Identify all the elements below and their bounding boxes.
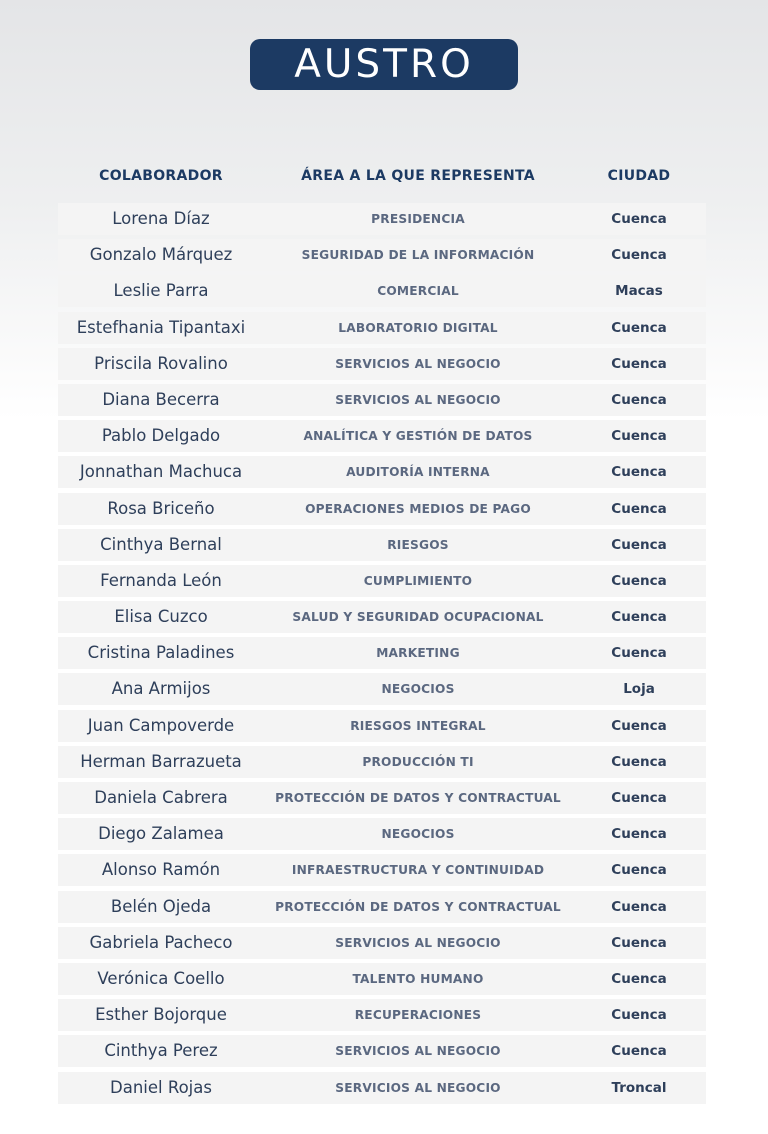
column-header-collaborator: COLABORADOR (99, 168, 223, 184)
area-name: SALUD Y SEGURIDAD OCUPACIONAL (292, 610, 544, 625)
collaborator-name: Alonso Ramón (101, 860, 221, 880)
area-name: RIESGOS (387, 537, 449, 552)
collaborator-name: Priscila Rovalino (94, 353, 228, 373)
area-name: COMERCIAL (377, 284, 459, 299)
collaborator-name: Esther Bojorque (95, 1005, 227, 1025)
city-name: Cuenca (611, 753, 667, 770)
city-name: Cuenca (611, 717, 667, 734)
area-name: SEGURIDAD DE LA INFORMACIÓN (301, 248, 535, 263)
table-row (58, 275, 706, 307)
collaborator-name: Cinthya Perez (104, 1041, 218, 1061)
table-row (58, 927, 706, 959)
city-name: Cuenca (611, 790, 667, 806)
city-name: Cuenca (611, 428, 667, 445)
area-name: INFRAESTRUCTURA Y CONTINUIDAD (291, 863, 545, 878)
city-name: Cuenca (611, 1043, 667, 1060)
city-name: Macas (615, 283, 663, 300)
collaborator-name: Leslie Parra (113, 281, 209, 301)
city-name: Cuenca (611, 934, 667, 951)
collaborator-name: Elisa Cuzco (114, 607, 208, 627)
city-name: Cuenca (611, 826, 667, 843)
city-name: Cuenca (611, 536, 667, 553)
city-name: Cuenca (611, 391, 667, 408)
area-name: RECUPERACIONES (354, 1008, 482, 1023)
table-row (58, 1035, 706, 1067)
table-row (58, 746, 706, 778)
area-name: PROTECCIÓN DE DATOS Y CONTRACTUAL (275, 899, 561, 914)
area-name: SERVICIOS AL NEGOCIO (335, 935, 501, 950)
city-name: Cuenca (611, 898, 667, 915)
table-row (58, 493, 706, 525)
collaborator-name: Cristina Paladines (87, 643, 235, 663)
area-name: PRESIDENCIA (371, 212, 465, 226)
collaborator-name: Daniela Cabrera (94, 788, 228, 807)
area-name: NEGOCIOS (381, 682, 455, 697)
collaborator-name: Diego Zalamea (98, 824, 224, 844)
table-row (58, 529, 706, 561)
table-row (58, 1072, 706, 1104)
city-name: Cuenca (611, 609, 667, 626)
column-header-city: CIUDAD (607, 168, 671, 184)
table-row (58, 673, 706, 705)
page-title: AUSTRO (250, 39, 518, 90)
area-name: PROTECCIÓN DE DATOS Y CONTRACTUAL (275, 791, 561, 805)
table-row (58, 420, 706, 452)
table-row (58, 601, 706, 633)
collaborator-name: Diana Becerra (102, 389, 220, 409)
table-row (58, 384, 706, 416)
table-row (58, 348, 706, 380)
collaborator-name: Lorena Díaz (112, 209, 210, 228)
area-name: SERVICIOS AL NEGOCIO (335, 1080, 501, 1095)
city-name: Cuenca (611, 355, 667, 372)
collaborator-name: Verónica Coello (97, 968, 225, 988)
area-name: SERVICIOS AL NEGOCIO (335, 1044, 501, 1059)
collaborator-name: Pablo Delgado (101, 426, 221, 446)
area-name: ANALÍTICA Y GESTIÓN DE DATOS (303, 429, 533, 444)
collaborator-name: Jonnathan Machuca (79, 462, 243, 482)
area-name: AUDITORÍA INTERNA (346, 465, 490, 480)
table-row (58, 565, 706, 597)
city-name: Troncal (611, 1079, 667, 1096)
column-header-area: ÁREA A LA QUE REPRESENTA (301, 168, 535, 184)
collaborator-name: Fernanda León (100, 570, 222, 590)
table-row (58, 312, 706, 344)
table-row (58, 891, 706, 923)
table-row (58, 637, 706, 669)
collaborator-name: Juan Campoverde (87, 715, 235, 735)
collaborator-name: Estefhania Tipantaxi (76, 317, 246, 337)
area-name: SERVICIOS AL NEGOCIO (335, 356, 501, 371)
table-row (58, 963, 706, 995)
area-name: RIESGOS INTEGRAL (350, 718, 486, 733)
collaborator-name: Ana Armijos (111, 679, 211, 699)
city-name: Cuenca (611, 500, 667, 517)
city-name: Loja (623, 681, 655, 698)
city-name: Cuenca (611, 464, 667, 481)
city-name: Cuenca (611, 211, 667, 227)
table-row (58, 818, 706, 850)
city-name: Cuenca (611, 1007, 667, 1024)
collaborator-name: Herman Barrazueta (80, 751, 242, 771)
table-row (58, 999, 706, 1031)
area-name: SERVICIOS AL NEGOCIO (335, 392, 501, 407)
collaborator-name: Daniel Rojas (110, 1077, 212, 1097)
area-name: NEGOCIOS (381, 827, 455, 842)
table-row (58, 782, 706, 814)
area-name: TALENTO HUMANO (352, 971, 484, 986)
area-name: MARKETING (376, 646, 460, 661)
collaborator-name: Belén Ojeda (110, 896, 212, 916)
collaborator-name: Gabriela Pacheco (89, 932, 233, 952)
area-name: PRODUCCIÓN TI (362, 754, 474, 769)
city-name: Cuenca (611, 862, 667, 879)
collaborators-table (58, 203, 706, 1108)
area-name: OPERACIONES MEDIOS DE PAGO (305, 501, 531, 516)
area-name: LABORATORIO DIGITAL (338, 320, 498, 335)
table-row (58, 239, 706, 271)
table-header (0, 163, 768, 189)
city-name: Cuenca (611, 319, 667, 336)
table-row (58, 854, 706, 886)
city-name: Cuenca (611, 645, 667, 662)
area-name: CUMPLIMIENTO (363, 573, 473, 588)
collaborator-name: Gonzalo Márquez (89, 245, 233, 265)
city-name: Cuenca (611, 970, 667, 987)
city-name: Cuenca (611, 247, 667, 264)
table-row (58, 203, 706, 235)
table-row (58, 456, 706, 488)
collaborator-name: Cinthya Bernal (100, 534, 222, 554)
collaborator-name: Rosa Briceño (107, 498, 215, 518)
city-name: Cuenca (611, 572, 667, 589)
table-row (58, 710, 706, 742)
